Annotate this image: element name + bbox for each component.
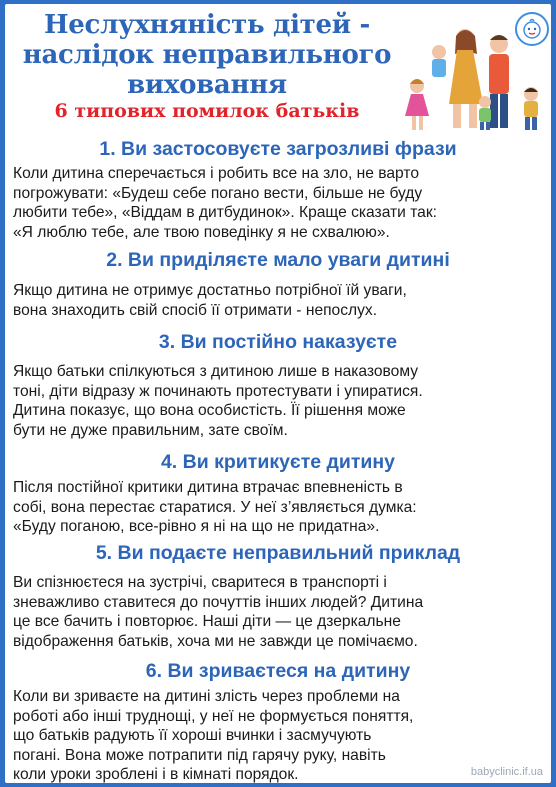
- text-line: вона знаходить свій спосіб її отримати - непослух.: [13, 301, 378, 319]
- text-line: це все бачить і повторює. Наші діти — це дзеркальне: [13, 613, 401, 630]
- section-text: [13, 281, 545, 320]
- section-text: [13, 362, 545, 440]
- text-line: «Буду поганою, все-рівно я ні на що не придатна».: [13, 518, 380, 535]
- text-line: погрожувати: «Будеш себе погано вести, більше не буду: [13, 184, 423, 202]
- text-line: собі, вона перестає старатися. У неї з’являється думка:: [13, 498, 417, 516]
- text-line: любити тебе», «Віддам в дитбудинок». Краще сказати так:: [13, 204, 438, 221]
- section-text: [13, 573, 545, 651]
- watermark: babyclinic.if.ua: [470, 766, 543, 778]
- text-line: бути не дуже правильним, зате своїм.: [13, 421, 288, 439]
- text-line: Після постійної критики дитина втрачає впевненість в: [13, 479, 403, 496]
- section-text: [13, 164, 545, 242]
- family-illustration-icon: [403, 24, 551, 136]
- infographic-card: [5, 4, 551, 783]
- text-line: відображення батьків, хоча ми не завжди це помічаємо.: [13, 632, 418, 650]
- text-line: що батьків радують її хороші вчинки і засмучують: [13, 727, 372, 744]
- text-line: тоні, діти відразу ж починають протестувати і упиратися.: [13, 382, 423, 400]
- text-line: Ви спізнюєтеся на зустрічі, сваритеся в транспорті і: [13, 574, 387, 591]
- header: [5, 4, 551, 134]
- text-line: роботі або інші труднощі, у неї не формується поняття,: [13, 707, 414, 725]
- page-title: [11, 10, 403, 100]
- subtitle: 6 типових помилок батьків: [54, 100, 360, 122]
- section-text: [13, 478, 545, 537]
- text-line: Якщо дитина не отримує достатньо потрібної їй уваги,: [13, 282, 407, 299]
- text-line: коли уроки зроблені і в кімнаті порядок.: [13, 766, 299, 783]
- title-line: наслідок неправильного: [22, 40, 392, 70]
- text-line: Коли дитина сперечається і робить все на зло, не варто: [13, 165, 420, 182]
- section-heading: 2. Ви приділяєте мало уваги дитині: [106, 249, 450, 271]
- section-heading: 1. Ви застосовуєте загрозливі фрази: [99, 138, 457, 160]
- text-line: Дитина показує, що вона особистість. Її рішення може: [13, 402, 406, 419]
- text-line: зневажливо ставитеся до почуттів інших людей? Дитина: [13, 593, 424, 611]
- text-line: погані. Вона може потрапити під гарячу руку, навіть: [13, 746, 386, 764]
- section-heading: 3. Ви постійно наказуєте: [158, 331, 398, 353]
- section-heading: 4. Ви критикуєте дитину: [160, 451, 396, 473]
- title-line: виховання: [127, 70, 287, 100]
- text-line: «Я люблю тебе, але твою поведінку я не схвалюю».: [13, 223, 390, 241]
- section-text: [13, 687, 545, 783]
- section-heading: 6. Ви зриваєтеся на дитину: [145, 660, 411, 682]
- text-line: Якщо батьки спілкуються з дитиною лише в наказовому: [13, 363, 419, 380]
- text-line: Коли ви зриваєте на дитині злість через проблеми на: [13, 688, 400, 705]
- section-heading: 5. Ви подаєте неправильний приклад: [95, 542, 461, 564]
- title-line: Неслухняність дітей -: [44, 10, 370, 40]
